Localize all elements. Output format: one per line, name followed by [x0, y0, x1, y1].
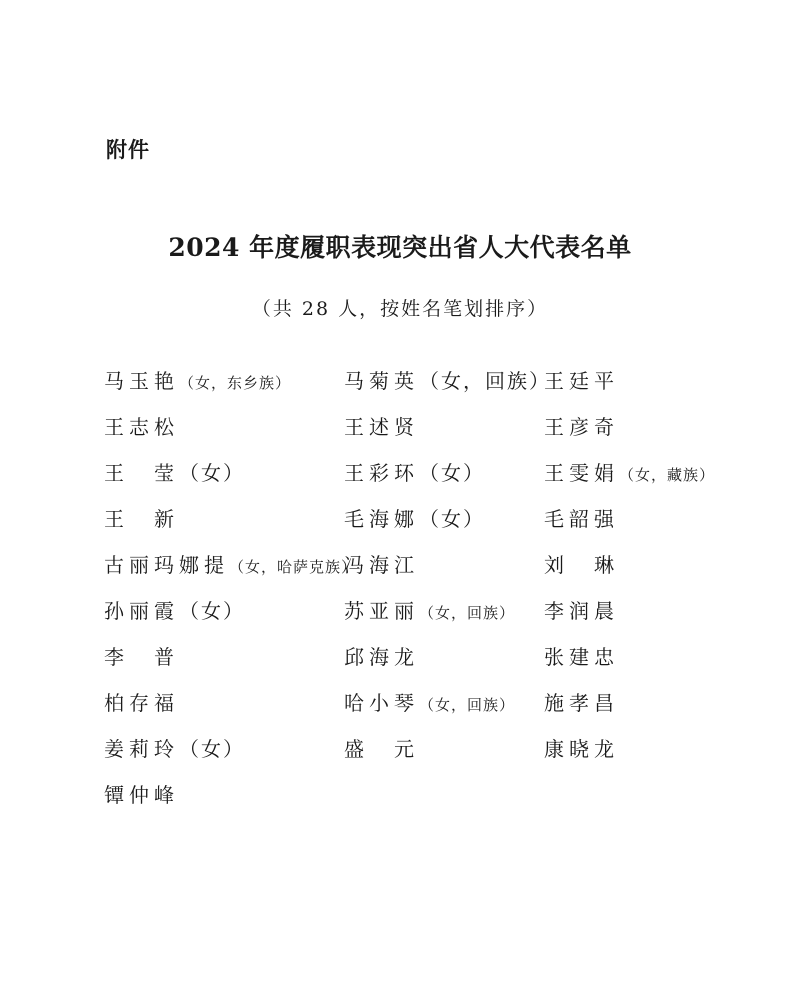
representative-entry [544, 502, 724, 548]
representative-entry [344, 502, 544, 548]
representative-name: 王雯娟 [544, 461, 619, 485]
representative-entry [344, 594, 544, 640]
representative-entry [104, 502, 344, 548]
representative-name: 王 莹 [104, 461, 179, 485]
representative-entry [104, 456, 344, 502]
representative-note: （女） [419, 461, 485, 485]
representative-entry [104, 640, 344, 686]
representative-name: 李 普 [104, 645, 179, 669]
representative-name: 古丽玛娜提 [104, 553, 229, 577]
representative-name: 柏存福 [104, 691, 179, 715]
representative-name: 张建忠 [544, 645, 619, 669]
representative-name: 镡仲峰 [104, 783, 179, 807]
representative-entry [344, 640, 544, 686]
representative-entry [544, 640, 724, 686]
representative-entry [344, 364, 551, 410]
representative-entry [104, 686, 344, 732]
representative-name: 王廷平 [544, 369, 619, 393]
representative-note: （女） [419, 507, 485, 531]
representative-name: 马菊英 [344, 369, 419, 393]
representative-name: 冯海江 [344, 553, 419, 577]
representative-name: 盛 元 [344, 737, 419, 761]
representative-entry [344, 732, 544, 778]
representative-name: 毛海娜 [344, 507, 419, 531]
document-subtitle: （共 28 人，按姓名笔划排序） [251, 298, 549, 320]
representative-entry [544, 594, 724, 640]
representative-note: （女） [179, 461, 245, 485]
representative-note: （女，哈萨克族） [229, 558, 358, 576]
representative-name: 姜莉玲 [104, 737, 179, 761]
representative-entry [104, 364, 344, 410]
representative-entry [344, 410, 544, 456]
representative-entry [344, 456, 544, 502]
representative-name: 孙丽霞 [104, 599, 179, 623]
representative-name: 邱海龙 [344, 645, 419, 669]
representative-name: 马玉艳 [104, 369, 179, 393]
representative-name: 施孝昌 [544, 691, 619, 715]
representative-entry [544, 364, 724, 410]
representative-entry [104, 594, 344, 640]
representative-entry [104, 778, 344, 824]
representative-note: （女） [179, 737, 245, 761]
representative-name: 王 新 [104, 507, 179, 531]
representative-entry [104, 732, 344, 778]
representative-note: （女，回族） [419, 696, 516, 714]
representative-entry [544, 410, 724, 456]
representative-note: （女，回族） [419, 604, 516, 622]
representative-note: （女，回族） [419, 369, 551, 393]
representative-entry [344, 548, 544, 594]
representative-entry [544, 686, 724, 732]
attachment-label: 附件 [106, 138, 150, 162]
representative-entry [104, 410, 344, 456]
representative-entry [104, 548, 358, 594]
representative-entry [544, 732, 724, 778]
representative-list [104, 364, 724, 824]
document-title: 2024 年度履职表现突出省人大代表名单 [168, 233, 632, 262]
representative-name: 康晓龙 [544, 737, 619, 761]
representative-entry [344, 686, 544, 732]
representative-entry [544, 456, 724, 502]
representative-name: 刘 琳 [544, 553, 619, 577]
representative-name: 李润晨 [544, 599, 619, 623]
representative-name: 毛韶强 [544, 507, 619, 531]
representative-name: 哈小琴 [344, 691, 419, 715]
representative-name: 王彦奇 [544, 415, 619, 439]
representative-entry [544, 548, 724, 594]
representative-note: （女，藏族） [619, 466, 716, 484]
representative-name: 王彩环 [344, 461, 419, 485]
representative-name: 王志松 [104, 415, 179, 439]
representative-name: 苏亚丽 [344, 599, 419, 623]
representative-name: 王述贤 [344, 415, 419, 439]
representative-note: （女） [179, 599, 245, 623]
representative-note: （女，东乡族） [179, 374, 292, 392]
